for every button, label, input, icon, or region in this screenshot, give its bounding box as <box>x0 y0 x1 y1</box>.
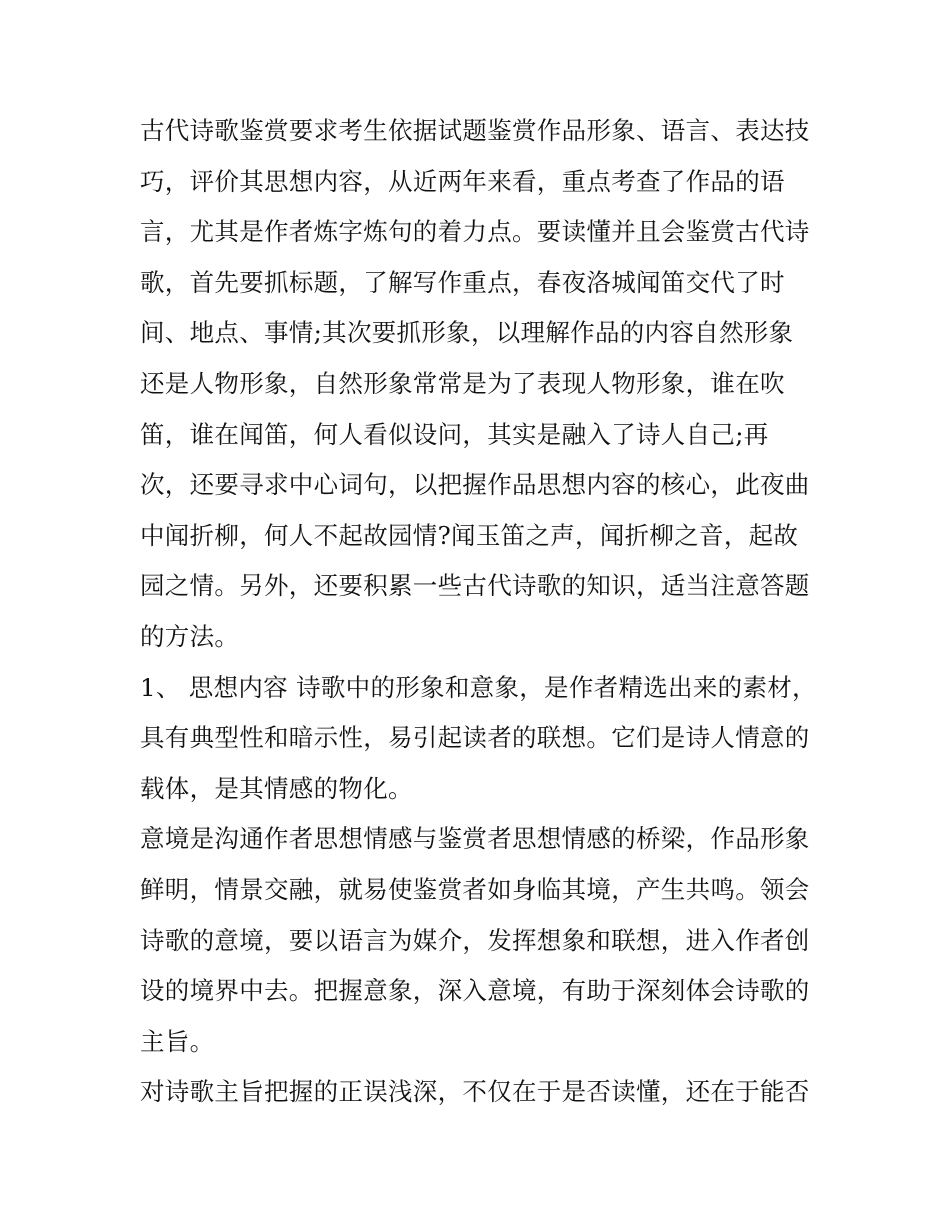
text-line: 载体，是其情感的物化。 <box>140 773 413 803</box>
text-line: 中闻折柳，何人不起故园情?闻玉笛之声，闻折柳之音，起故 <box>140 520 799 550</box>
text-line: 还是人物形象，自然形象常常是为了表现人物形象，谁在吹 <box>140 368 785 398</box>
text-line: 鲜明，情景交融，就易使鉴赏者如身临其境，产生共鸣。领会 <box>140 874 810 904</box>
text-line: 言，尤其是作者炼字炼句的着力点。要读懂并且会鉴赏古代诗 <box>140 217 810 247</box>
text-line: 主旨。 <box>140 1026 215 1056</box>
text-line: 具有典型性和暗示性，易引起读者的联想。它们是诗人情意的 <box>140 723 810 753</box>
paragraph-intro <box>140 106 815 663</box>
text-line: 次，还要寻求中心词句，以把握作品思想内容的核心，此夜曲 <box>140 470 810 500</box>
text-line: 1、 思想内容 诗歌中的形象和意象，是作者精选出来的素材， <box>140 672 817 702</box>
paragraph-yijing <box>140 814 815 1067</box>
text-line: 意境是沟通作者思想情感与鉴赏者思想情感的桥梁，作品形象 <box>140 824 810 854</box>
document-body <box>140 106 815 1118</box>
text-line: 间、地点、事情;其次要抓形象，以理解作品的内容自然形象 <box>140 318 794 348</box>
text-line: 古代诗歌鉴赏要求考生依据试题鉴赏作品形象、语言、表达技 <box>140 116 810 145</box>
text-line: 巧，评价其思想内容，从近两年来看，重点考查了作品的语 <box>140 166 785 196</box>
text-line: 歌，首先要抓标题，了解写作重点，春夜洛城闻笛交代了时 <box>140 267 785 297</box>
text-line: 设的境界中去。把握意象，深入意境，有助于深刻体会诗歌的 <box>140 976 810 1006</box>
text-line: 诗歌的意境，要以语言为媒介，发挥想象和联想，进入作者创 <box>140 925 810 955</box>
text-line: 对诗歌主旨把握的正误浅深，不仅在于是否读懂，还在于能否 <box>140 1077 810 1107</box>
text-line: 的方法。 <box>140 621 240 651</box>
paragraph-zhuzhi <box>140 1067 815 1118</box>
text-line: 园之情。另外，还要积累一些古代诗歌的知识，适当注意答题 <box>140 571 810 601</box>
text-line: 笛，谁在闻笛，何人看似设问，其实是融入了诗人自己;再 <box>140 419 769 449</box>
paragraph-section-1 <box>140 663 815 815</box>
